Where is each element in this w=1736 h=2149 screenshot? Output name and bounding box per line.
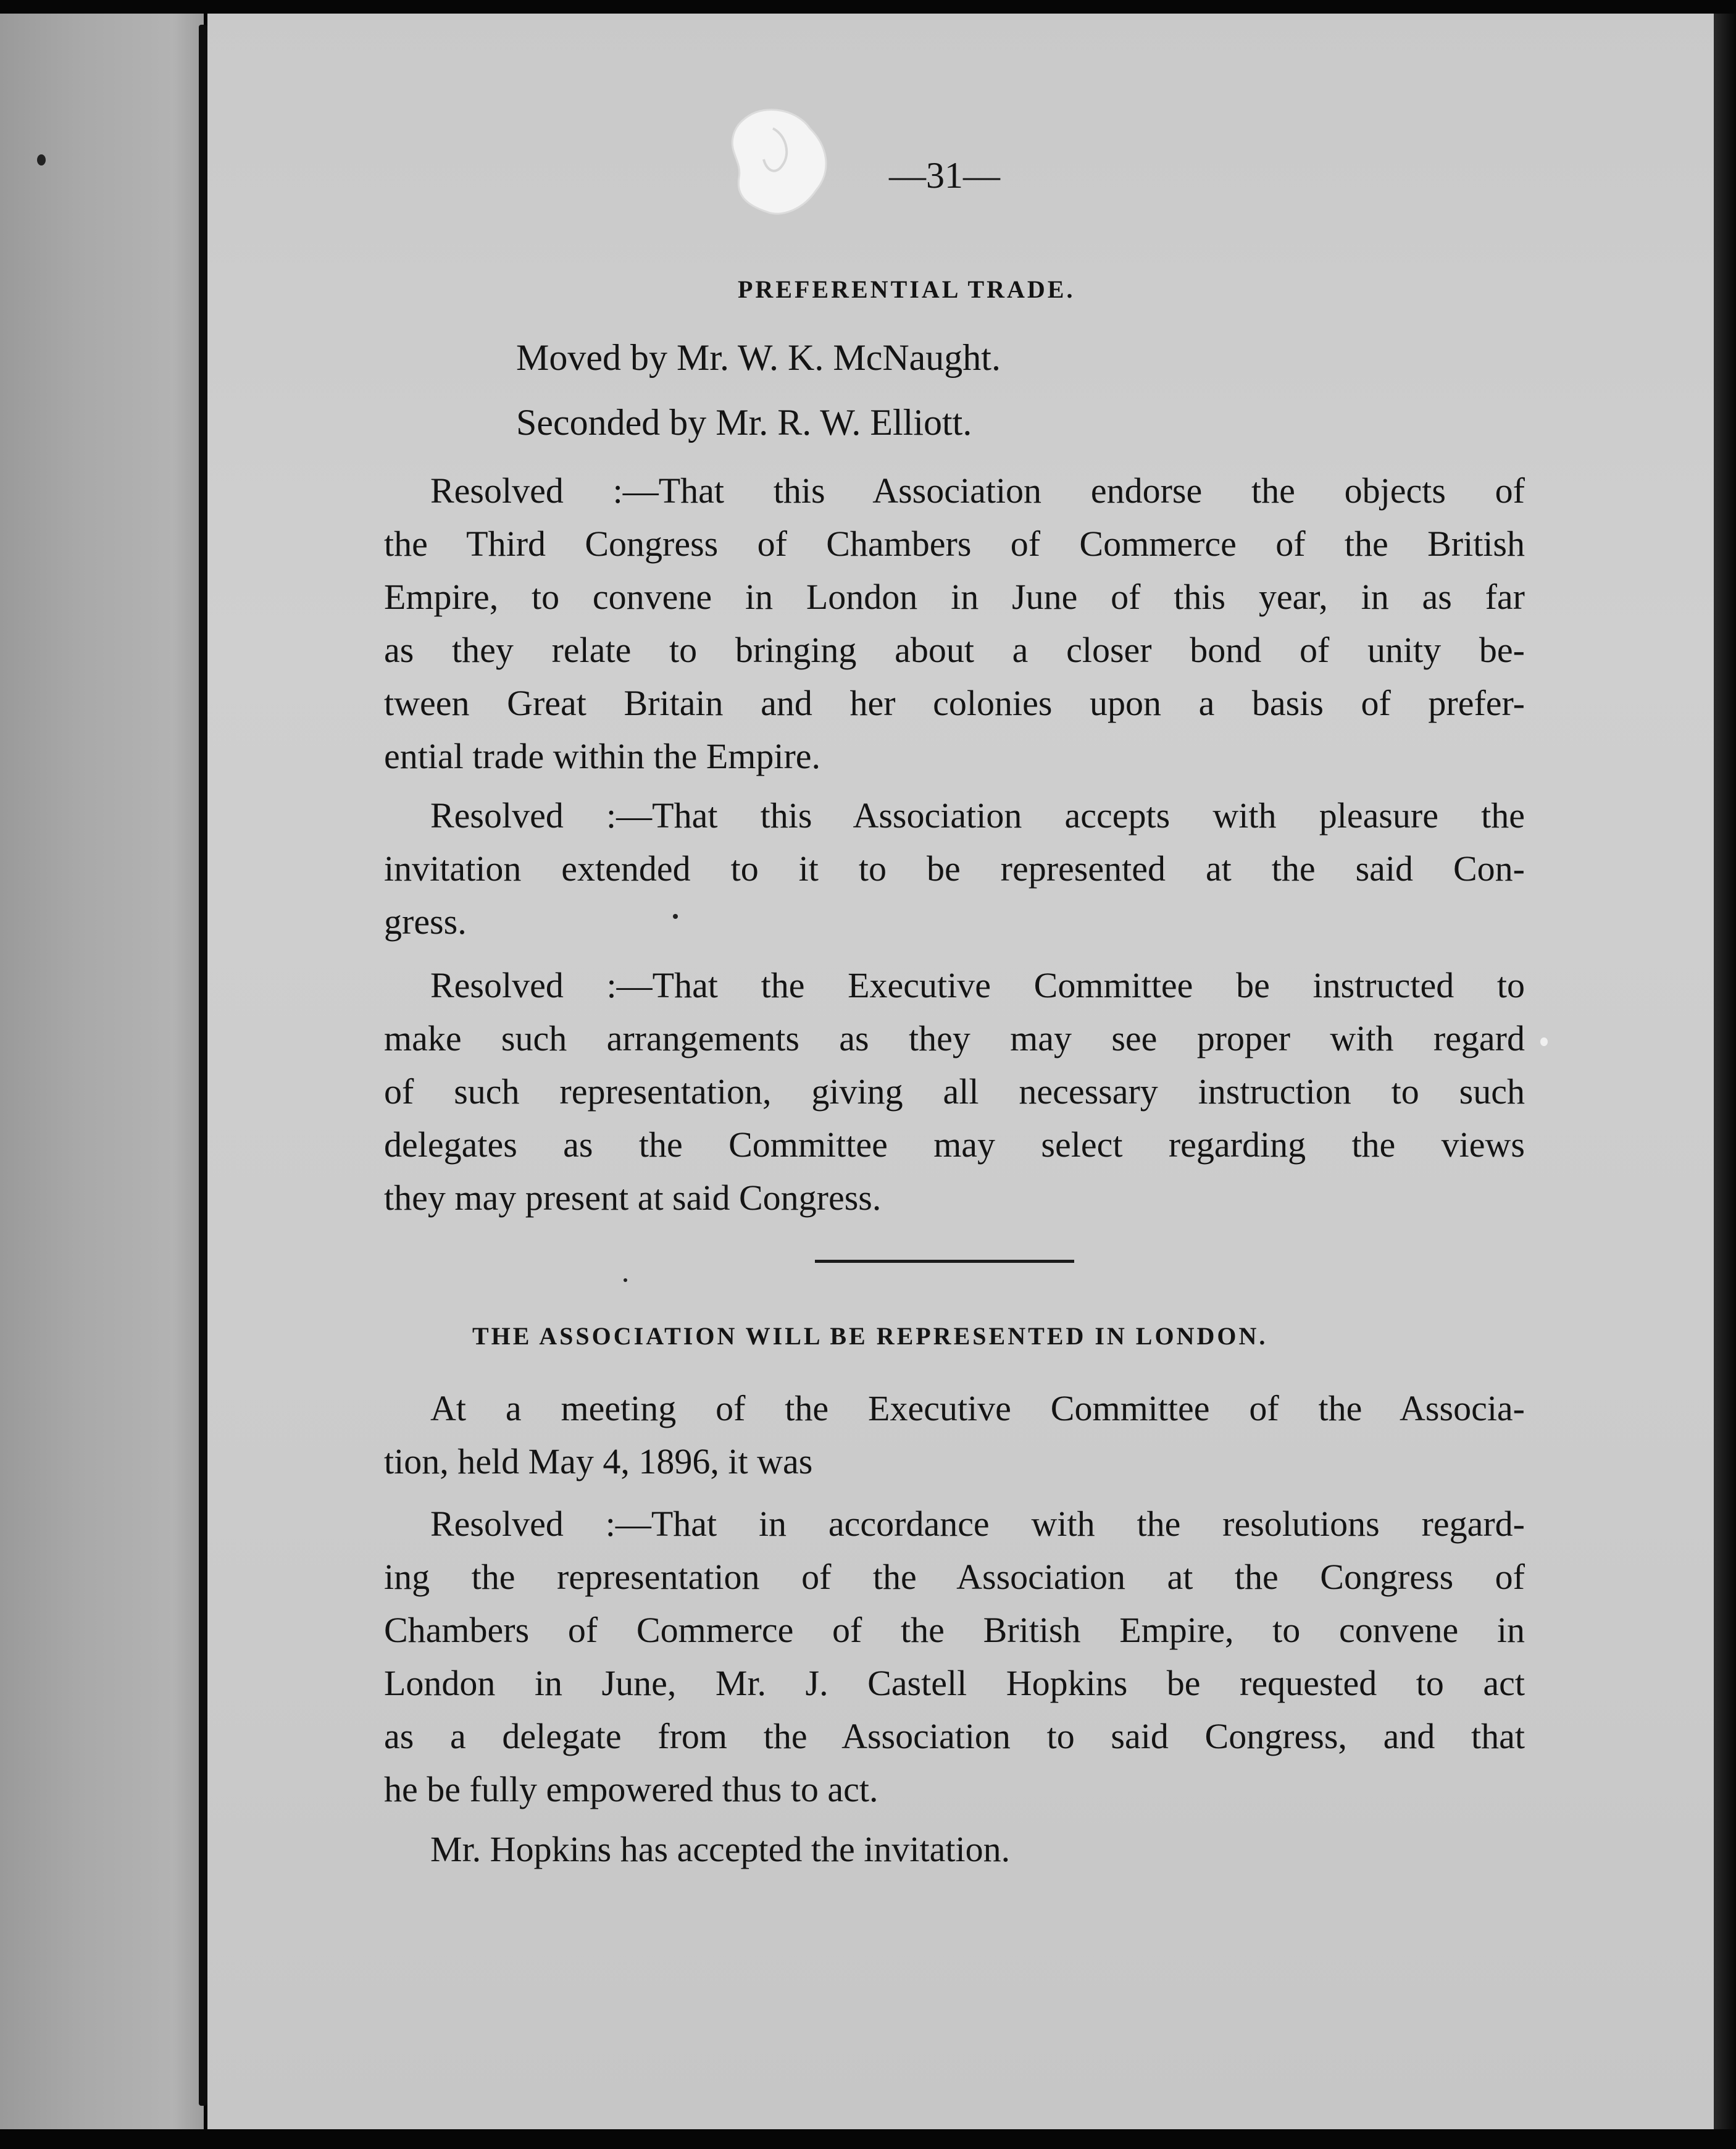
- text-line: tion, held May 4, 1896, it was: [384, 1441, 813, 1481]
- scan-speck: [673, 914, 678, 919]
- text-line: ential trade within the Empire.: [384, 736, 821, 776]
- left-page-margin: [0, 0, 204, 2149]
- bottom-scan-edge: [0, 2129, 1736, 2149]
- scan-speck: [624, 1278, 627, 1282]
- text-line: as a delegate from the Association to said Congress, and that: [384, 1716, 1525, 1756]
- text-line: delegates as the Committee may select regarding the views: [384, 1125, 1525, 1165]
- scan-speck: [37, 154, 46, 165]
- section-heading-london: THE ASSOCIATION WILL BE REPRESENTED IN LONDON.: [472, 1322, 1268, 1350]
- text-line: Resolved :—That this Association accepts with pleasure the: [430, 795, 1525, 836]
- text-line: Mr. Hopkins has accepted the invitation.: [430, 1829, 1011, 1869]
- text-line: ing the representation of the Association at the Congress of: [384, 1557, 1525, 1597]
- text-line: London in June, Mr. J. Castell Hopkins be requested to act: [384, 1663, 1525, 1703]
- seconded-by-line: Seconded by Mr. R. W. Elliott.: [516, 402, 972, 443]
- text-line: make such arrangements as they may see proper with regard: [384, 1018, 1525, 1058]
- text-line: invitation extended to it to be represented at the said Con-: [384, 848, 1525, 889]
- text-line: Resolved :—That this Association endorse the objects of: [430, 471, 1525, 511]
- text-line: Chambers of Commerce of the British Empire, to convene in: [384, 1610, 1525, 1650]
- scan-speck: [1540, 1037, 1548, 1046]
- text-line: tween Great Britain and her colonies upon a basis of prefer-: [384, 683, 1525, 723]
- text-line: as they relate to bringing about a closer bond of unity be-: [384, 630, 1525, 670]
- moved-by-line: Moved by Mr. W. K. McNaught.: [516, 337, 1001, 378]
- top-scan-edge: [0, 0, 1736, 14]
- text-line: of such representation, giving all necessary instruction to such: [384, 1071, 1525, 1112]
- text-line: he be fully empowered thus to act.: [384, 1769, 878, 1809]
- binding-shadow: [199, 25, 207, 2106]
- text-line: Resolved :—That the Executive Committee be instructed to: [430, 965, 1525, 1005]
- page-number: —31—: [889, 155, 1000, 196]
- section-divider-rule: [815, 1260, 1074, 1263]
- text-line: Resolved :—That in accordance with the resolutions regard-: [430, 1504, 1525, 1544]
- right-scan-edge: [1714, 0, 1736, 2149]
- text-line: At a meeting of the Executive Committee of the Associa-: [430, 1388, 1525, 1428]
- text-line: the Third Congress of Chambers of Commerce of the British: [384, 524, 1525, 564]
- text-line: Empire, to convene in London in June of this year, in as far: [384, 577, 1525, 617]
- paper-stain: [724, 104, 835, 221]
- section-heading-preferential-trade: PREFERENTIAL TRADE.: [738, 275, 1075, 303]
- text-line: they may present at said Congress.: [384, 1178, 882, 1218]
- text-line: gress.: [384, 902, 467, 942]
